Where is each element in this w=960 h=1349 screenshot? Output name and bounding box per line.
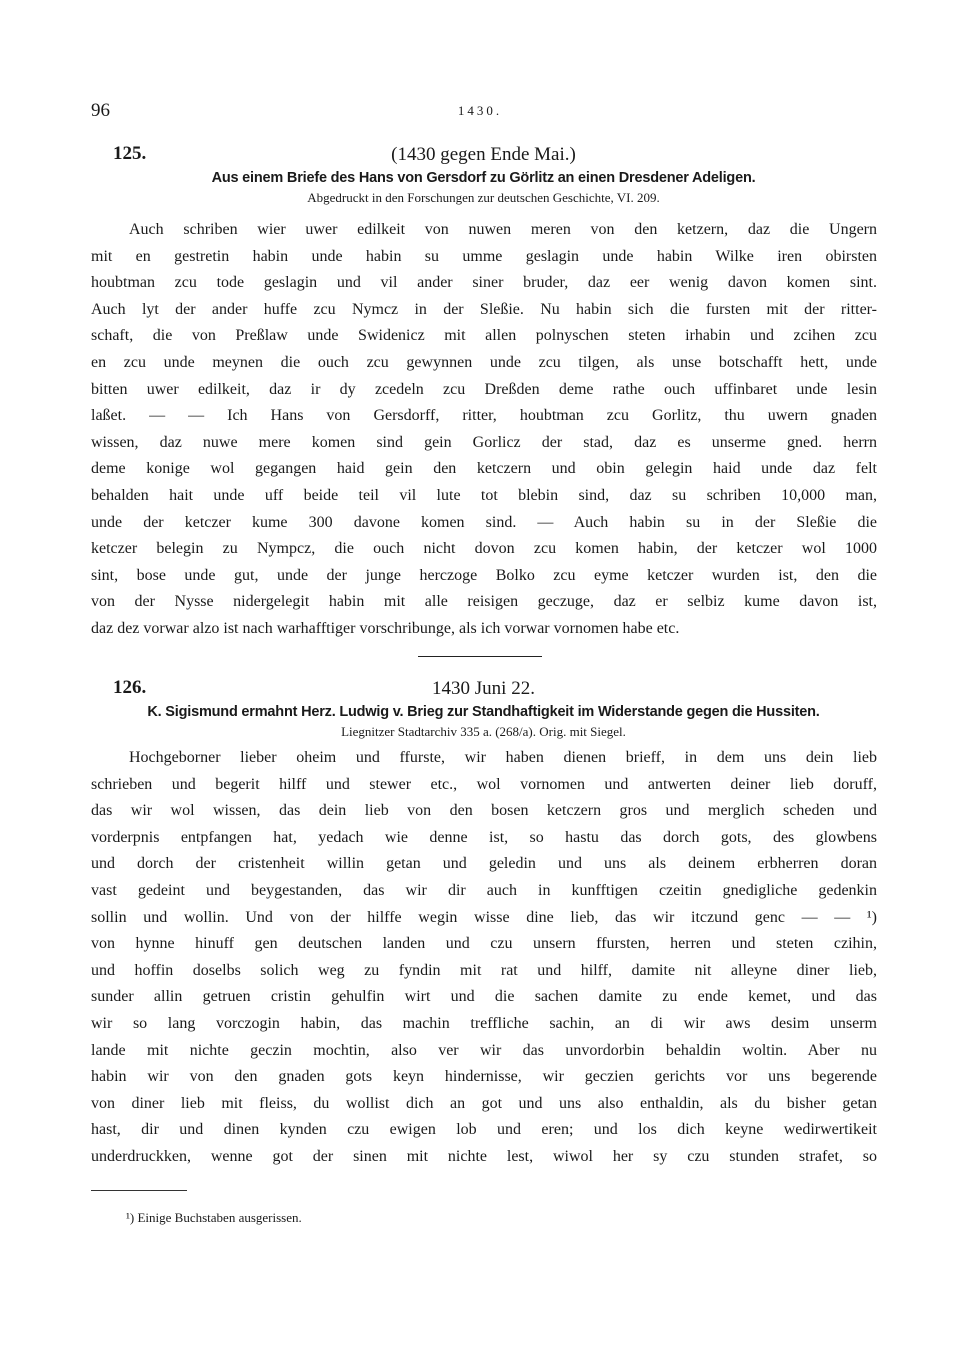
text-line: von diner lieb mit fleiss, du wollist dich an got und uns also enthaldin, als du bisher getan xyxy=(91,1094,877,1112)
text-line: houbtman zcu tode geslagin und vil ander siner bruder, daz eer wenig davon komen sint. xyxy=(91,274,877,292)
text-line: laßet. — — Ich Hans von Gersdorff, ritter, houbtman zcu Gorlitz, thu uwern gnaden xyxy=(91,407,877,425)
footnote: ¹) Einige Buchstaben ausgerissen. xyxy=(126,1210,302,1225)
text-line: schaft, die von Preßlaw unde Swidenicz mit allen polnyschen steten irhabin und zcihen zcu xyxy=(91,327,877,345)
text-line: daz dez vorwar alzo ist nach warhafftiger vorschribunge, als ich vorwar vornomen habe etc. xyxy=(91,619,680,637)
text-line: Auch schriben wier uwer edilkeit von nuwen meren von den ketzern, daz die Ungern xyxy=(129,221,877,238)
entry-125-heading xyxy=(91,143,876,207)
text-line: vorderpnis entpfangen hat, yedach wie denne ist, so hastu das dorch gots, des glowbens xyxy=(91,828,877,846)
entry-126-text xyxy=(91,745,877,1171)
text-line: bitten uwer edilkeit, daz ir dy zcedeln zcu Dreßden deme rathe ouch uffinbaret unde lesin xyxy=(91,380,877,398)
entry-126-heading xyxy=(91,677,876,741)
text-line: sollin und wollin. Und von der hilffe wegin wisse dine lieb, das wir itczund genc — — ¹) xyxy=(91,908,877,926)
text-line: schrieben und begerit hilff und stewer etc., wol vornomen und antwerten deiner lieb doruff, xyxy=(91,775,877,793)
entry-source: Abgedruckt in den Forschungen zur deutschen Geschichte, VI. 209. xyxy=(307,190,660,205)
entry-125-text xyxy=(91,217,877,643)
text-line: behalden hait unde uff beide teil vil lute tot blebin sind, daz su schriben 10,000 man, xyxy=(91,486,877,504)
entry-source: Liegnitzer Stadtarchiv 335 a. (268/a). Orig. mit Siegel. xyxy=(341,724,626,739)
text-line: von der Nysse nidergelegit habin mit alle reisigen geczuge, daz er selbiz kume davon ist, xyxy=(91,593,877,611)
text-line: deme konige wol gegangen haid gein den ketczern und obin gelegin haid unde daz felt xyxy=(91,460,877,478)
text-line: habin wir von den gnaden gots keyn hindernisse, wir geczien gerichts vor uns begerende xyxy=(91,1068,877,1086)
text-line: sint, bose unde gut, unde der junge herczoge Bolko zcu eyme ketczer wurden ist, den die xyxy=(91,566,877,584)
running-head: 1430. xyxy=(457,103,503,118)
page-number: 96 xyxy=(91,100,110,121)
text-line: Auch lyt der ander huffe zcu Nymcz in der Sleßie. Nu habin sich die fursten mit der ritter- xyxy=(91,300,877,318)
entry-title: K. Sigismund ermahnt Herz. Ludwig v. Brieg zur Standhaftigkeit im Widerstande gegen die Hussiten. xyxy=(147,704,820,720)
text-line: und dorch der cristenheit willin getan und geledin und uns als deinem erbherren doran xyxy=(91,855,877,873)
text-line: das wir wol wissen, das dein lieb von den bosen ketczern gros und merglich scheden und xyxy=(91,802,877,820)
footnote-rule xyxy=(91,1190,187,1191)
text-line: underdruckken, wenne got der sinen mit nichte lest, wiwol her sy czu stunden strafet, so xyxy=(91,1147,877,1165)
text-line: mit en gestretin habin unde habin su umme geslagin unde habin Wilke iren obirsten xyxy=(91,247,877,265)
entry-number: 125. xyxy=(113,143,147,164)
entry-title: Aus einem Briefe des Hans von Gersdorf zu Görlitz an einen Dresdener Adeligen. xyxy=(211,170,756,186)
text-line: hast, dir und dinen kynden czu ewigen lob und eren; und los dich keyne wedirwertikeit xyxy=(91,1121,877,1139)
text-line: vast gedeint und beygestanden, das wir dir auch in kunfftigen czeitin gnedigliche gedenkin xyxy=(91,881,877,899)
text-line: unde der ketczer kume 300 davone komen sind. — Auch habin su in der Sleßie die xyxy=(91,513,877,531)
entry-date: 1430 Juni 22. xyxy=(432,678,535,699)
text-line: ketczer belegin zu Nympcz, die ouch nicht dovon zcu komen habin, der ketczer wol 1000 xyxy=(91,540,877,558)
entry-number: 126. xyxy=(113,677,147,698)
text-line: von hynne hinuff gen deutschen landen und czu unsern ffursten, herren und steten czihin, xyxy=(91,935,877,953)
text-line: Hochgeborner lieber oheim und ffurste, wir haben dienen brieff, in dem uns dein lieb xyxy=(129,749,877,766)
text-line: en zcu unde meynen die ouch zcu gewynnen unde zcu tilgen, als unse botschafft hett, unde xyxy=(91,353,877,371)
text-line: und hoffin doselbs solich weg zu fyndin mit rat und hilff, damite nit alleyne diner lieb, xyxy=(91,961,877,979)
text-line: sunder allin getruen cristin gehulfin wirt und die sachen damite zu ende kemet, und das xyxy=(91,988,877,1006)
entry-date: (1430 gegen Ende Mai.) xyxy=(391,144,576,165)
text-line: lande mit nichte geczin mochtin, also ver wir das unvordorbin behaldin woltin. Aber nu xyxy=(91,1041,877,1059)
section-separator xyxy=(418,656,542,657)
text-line: wissen, daz nuwe mere komen sind gein Gorlicz der stad, daz es unserme gned. herrn xyxy=(91,433,877,451)
text-line: wir so lang vorczogin habin, das machin treffliche sachin, an di wir aws desim unserm xyxy=(91,1014,877,1032)
